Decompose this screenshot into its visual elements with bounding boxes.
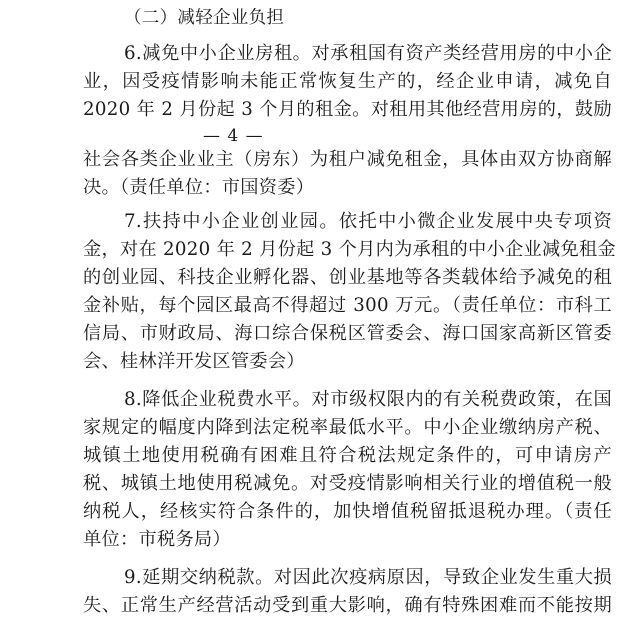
section-heading: （二）减轻企业负担 [124, 8, 285, 28]
paragraph-7-line-5: 信局、市财政局、海口综合保税区管委会、海口国家高新区管委 [83, 323, 612, 344]
page-number: — 4 — [203, 126, 264, 146]
paragraph-7-line-4: 金补贴，每个园区最高不得超过 300 万元。（责任单位：市科工 [83, 295, 612, 316]
paragraph-7-line-1: 7.扶持中小企业创业园。依托中小微企业发展中央专项资 [124, 211, 612, 232]
paragraph-7-line-3: 的创业园、科技企业孵化器、创业基地等各类载体给予减免的租 [83, 267, 612, 288]
paragraph-8-line-6: 单位：市税务局） [83, 529, 231, 550]
paragraph-6-line-2: 业，因受疫情影响未能正常恢复生产的，经企业申请，减免自 [83, 71, 612, 92]
paragraph-6-line-3: 2020 年 2 月份起 3 个月的租金。对租用其他经营用房的，鼓励 [83, 99, 612, 120]
paragraph-9-line-1: 9.延期交纳税款。对因此次疫病原因，导致企业发生重大损 [124, 567, 612, 588]
paragraph-8-line-2: 家规定的幅度内降到法定税率最低水平。中小企业缴纳房产税、 [83, 417, 612, 438]
paragraph-8-line-5: 纳税人，经核实符合条件的，加快增值税留抵退税办理。（责任 [83, 501, 612, 522]
paragraph-7-line-2: 金，对在 2020 年 2 月份起 3 个月内为承租的中小企业减免租金 [83, 239, 616, 260]
paragraph-6-line-1: 6.减免中小企业房租。对承租国有资产类经营用房的中小企 [124, 43, 612, 64]
paragraph-6-line-4: 社会各类企业业主（房东）为租户减免租金，具体由双方协商解 [83, 149, 612, 170]
paragraph-8-line-1: 8.降低企业税费水平。对市级权限内的有关税费政策，在国 [124, 389, 612, 410]
paragraph-8-line-4: 税、城镇土地使用税减免。对受疫情影响相关行业的增值税一般 [83, 473, 612, 494]
paragraph-8-line-3: 城镇土地使用税确有困难且符合税法规定条件的，可申请房产 [83, 445, 612, 466]
paragraph-9-line-2: 失、正常生产经营活动受到重大影响，确有特殊困难而不能按期 [83, 595, 612, 616]
paragraph-6-line-5: 决。（责任单位：市国资委） [83, 177, 315, 198]
paragraph-7-line-6: 会、桂林洋开发区管委会） [83, 351, 305, 372]
